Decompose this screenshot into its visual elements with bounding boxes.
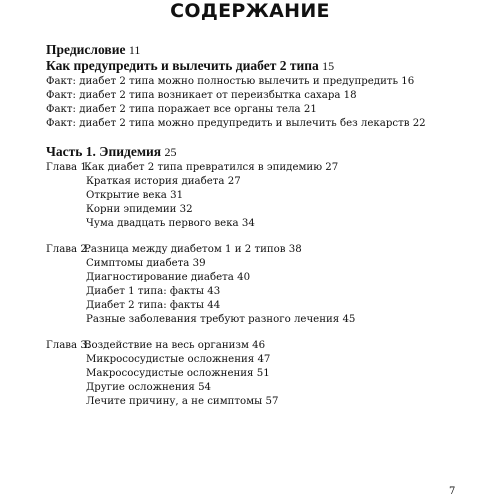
toc-section: Лечите причину, а не симптомы 57 (86, 396, 279, 407)
toc-section: Разные заболевания требуют разного лечения 45 (86, 314, 356, 325)
toc-part-page: 25 (164, 145, 177, 159)
toc-intro-page: 15 (322, 59, 335, 73)
toc-fact: Факт: диабет 2 типа поражает все органы тела 21 (46, 104, 317, 115)
toc-chapter-title: Разница между диабетом 1 и 2 типов 38 (84, 244, 302, 255)
toc-section: Другие осложнения 54 (86, 382, 212, 393)
toc-intro-label: Как предупредить и вылечить диабет 2 типа (46, 58, 319, 73)
toc-preface (46, 42, 140, 58)
toc-fact: Факт: диабет 2 типа можно полностью вылечить и предупредить 16 (46, 76, 415, 87)
toc-section: Симптомы диабета 39 (86, 258, 206, 269)
toc-chapter-title: Как диабет 2 типа превратился в эпидемию 27 (84, 162, 339, 173)
toc-section: Микрососудистые осложнения 47 (86, 354, 271, 365)
toc-section: Чума двадцать первого века 34 (86, 218, 255, 229)
toc-chapter-number: Глава 2. (46, 244, 91, 255)
toc-chapter-title: Воздействие на весь организм 46 (84, 340, 266, 351)
toc-preface-label: Предисловие (46, 42, 126, 57)
toc-section: Диабет 2 типа: факты 44 (86, 300, 221, 311)
toc-chapter-number: Глава 1. (46, 162, 91, 173)
toc-chapter (46, 244, 302, 255)
page-number: 7 (449, 486, 456, 497)
toc-intro-heading (46, 58, 334, 74)
toc-section: Диагностирование диабета 40 (86, 272, 251, 283)
toc-chapter-number: Глава 3. (46, 340, 91, 351)
toc-fact: Факт: диабет 2 типа возникает от переизбытка сахара 18 (46, 90, 357, 101)
toc-preface-page: 11 (128, 43, 141, 57)
toc-part-label: Часть 1. Эпидемия (46, 144, 162, 159)
toc-part-heading (46, 144, 176, 160)
toc-section: Корни эпидемии 32 (86, 204, 193, 215)
toc-section: Диабет 1 типа: факты 43 (86, 286, 221, 297)
toc-section: Открытие века 31 (86, 190, 184, 201)
toc-chapter (46, 162, 338, 173)
page-title: СОДЕРЖАНИЕ (170, 0, 330, 22)
toc-chapter (46, 340, 265, 351)
toc-fact: Факт: диабет 2 типа можно предупредить и вылечить без лекарств 22 (46, 118, 426, 129)
toc-section: Макрососудистые осложнения 51 (86, 368, 270, 379)
toc-section: Краткая история диабета 27 (86, 176, 241, 187)
